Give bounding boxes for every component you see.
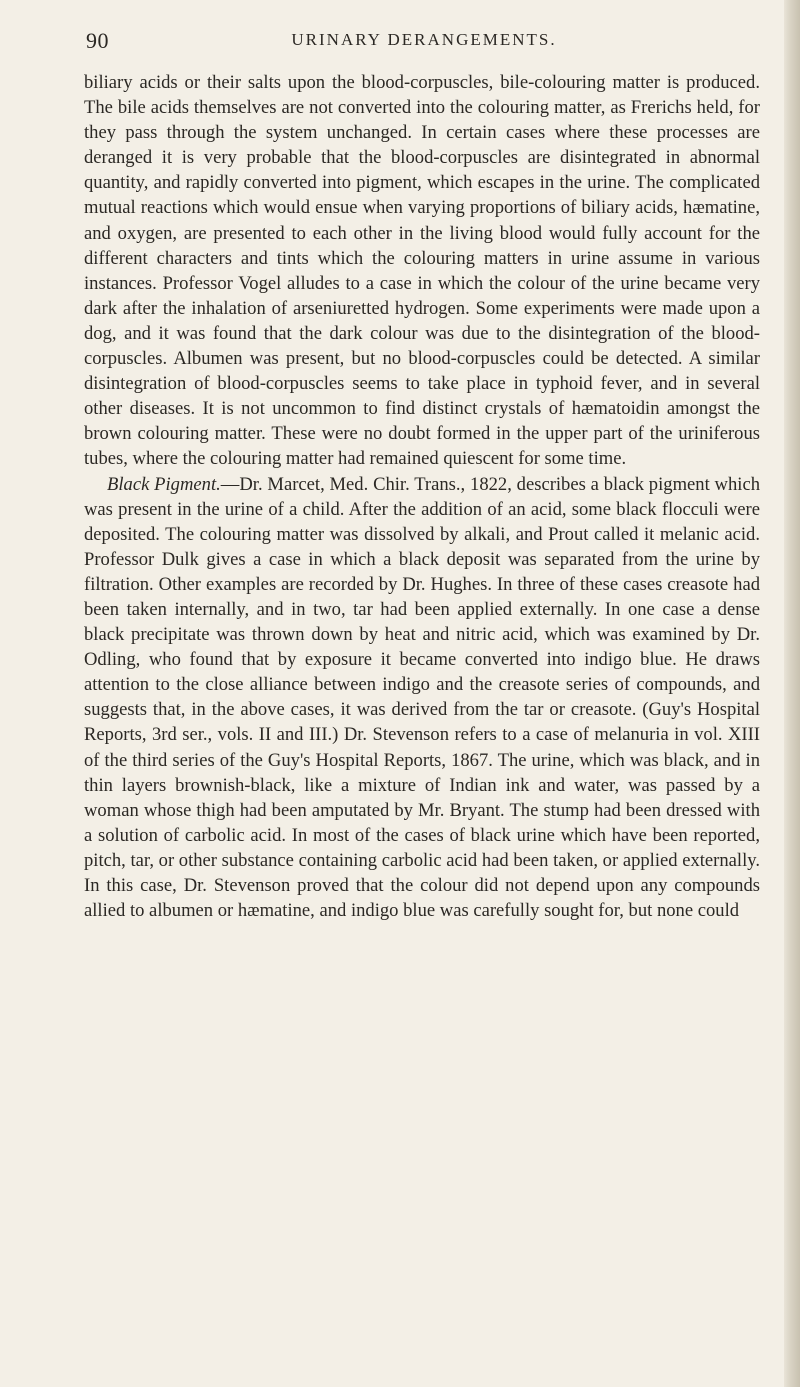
paragraph-text: —Dr. Marcet, Med. Chir. Trans., 1822, describes a black pigment which was present in the urine of a child. After the addition of an acid, some black flocculi were deposited. The colouring matter was dissolved by alkali, and Prout called it melanic acid. Professor Dulk gives a case in which a black deposit was separated from the urine by filtration. Other examples are recorded by Dr. Hughes. In three of these cases creasote had been taken internally, and in two, tar had been applied externally. In one case a dense black precipitate was thrown down by heat and nitric acid, which was examined by Dr. Odling, who found that by exposure it became converted into indigo blue. He draws attention to the close alliance between indigo and the creasote series of compounds, and suggests that, in the above cases, it was derived from the tar or creasote. (Guy's Hospital Reports, 3rd ser., vols. II and III.) Dr. Stevenson refers to a case of melanuria in vol. XIII of the third series of the Guy's Hospital Reports, 1867. The urine, which was black, and in thin layers brownish-black, like a mixture of Indian ink and water, was passed by a woman whose thigh had been amputated by Mr. Bryant. The stump had been dressed with a solution of carbolic acid. In most of the cases of black urine which have been reported, pitch, tar, or other substance containing carbolic acid had been taken, or applied externally. In this case, Dr. Stevenson proved that the colour did not depend upon any compounds allied to albumen or hæmatine, and indigo blue was carefully sought for, but none could — [84, 473, 760, 922]
paragraph-black-pigment — [84, 472, 760, 924]
body-text — [84, 70, 760, 923]
paragraph-text: biliary acids or their salts upon the blood-corpuscles, bile-colouring matter is produced. The bile acids themselves are not converted into the colouring matter, as Frerichs held, for they pass through the system unchanged. In certain cases where these processes are deranged it is very probable that the blood-corpuscles are disintegrated in abnormal quantity, and rapidly converted into pigment, which escapes in the urine. The complicated mutual reactions which would ensue when varying proportions of biliary acids, hæmatine, and oxygen, are presented to each other in the living blood would fully account for the different characters and tints which the colouring matters in urine assume in various instances. Professor Vogel alludes to a case in which the colour of the urine became very dark after the inhalation of arseniuretted hydrogen. Some experiments were made upon a dog, and it was found that the dark colour was due to the disintegration of the blood-corpuscles. Albumen was present, but no blood-corpuscles could be detected. A similar disintegration of blood-corpuscles seems to take place in typhoid fever, and in several other diseases. It is not uncommon to find distinct crystals of hæmatoidin amongst the brown colouring matter. These were no doubt formed in the upper part of the uriniferous tubes, where the colouring matter had remained quiescent for some time. — [84, 72, 760, 470]
page-header — [86, 28, 762, 58]
page-number: 90 — [86, 28, 109, 53]
page-edge-shadow — [784, 0, 800, 1387]
paragraph-continued — [84, 70, 760, 472]
running-head: URINARY DERANGEMENTS. — [291, 30, 557, 49]
section-heading-black-pigment: Black Pigment. — [107, 473, 221, 495]
